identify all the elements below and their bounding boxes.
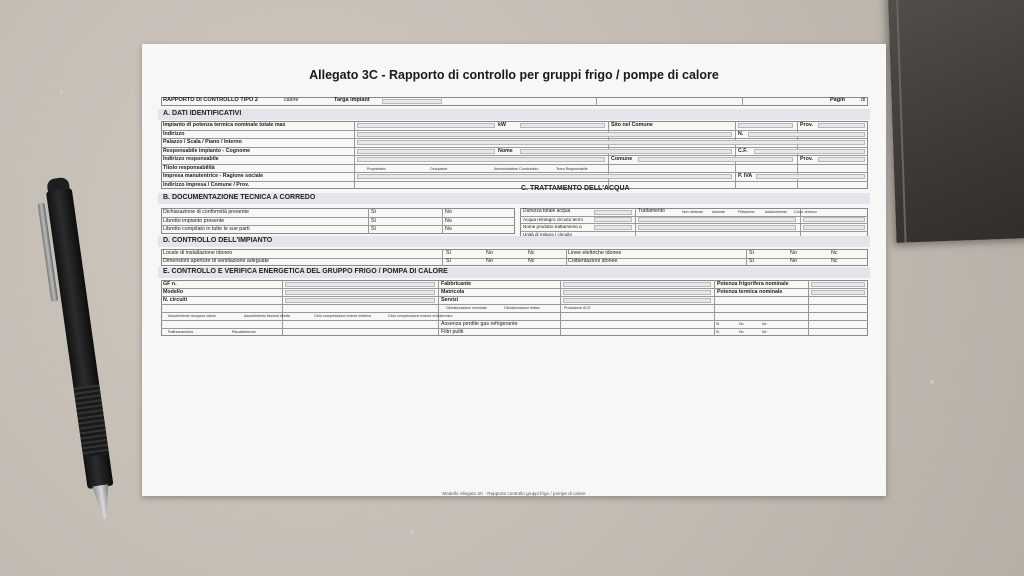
type-option[interactable]: Assorbimento recupero calore: [168, 313, 216, 318]
field-label: Indirizzo: [163, 130, 185, 137]
nc-option[interactable]: Nc: [831, 258, 838, 264]
nc-option[interactable]: Nc: [831, 249, 838, 256]
input-field[interactable]: [357, 157, 605, 162]
row-line: [161, 296, 868, 297]
yes-option[interactable]: Sì: [371, 217, 377, 224]
pen-tip: [92, 484, 113, 520]
pen: [38, 171, 156, 529]
field-label: Unità di misura / circuito: [523, 231, 573, 237]
nc-option[interactable]: Nc: [762, 330, 767, 334]
yes-option[interactable]: Sì: [446, 258, 452, 264]
input-field[interactable]: [285, 290, 435, 295]
field-label: Impianto di potenza termica nominale totale max: [163, 122, 286, 128]
input-field[interactable]: [285, 298, 435, 303]
field-label: Modello: [163, 288, 184, 295]
input-field[interactable]: [285, 282, 435, 287]
section-a-title: A. DATI IDENTIFICATIVI: [163, 110, 242, 117]
input-field[interactable]: [357, 149, 495, 154]
yes-option[interactable]: Sì: [716, 322, 720, 326]
input-field[interactable]: [563, 282, 711, 287]
option-label[interactable]: Cond. chimico: [794, 210, 817, 214]
yes-option[interactable]: Sì: [716, 330, 720, 334]
background-texture: [930, 380, 934, 384]
field-label: Comune: [611, 156, 633, 162]
field-label: N.: [738, 130, 744, 137]
field-label: Dichiarazione di conformità presente: [163, 209, 249, 215]
row-line: [161, 172, 868, 173]
no-option[interactable]: No: [486, 249, 493, 256]
field-label: Linee elettriche idonee: [568, 249, 622, 256]
input-field[interactable]: [357, 140, 865, 145]
option-label[interactable]: Occupante: [430, 166, 448, 171]
type-option[interactable]: Assorbimento fiamma diretta: [244, 313, 290, 318]
divider: [442, 208, 443, 234]
field-label: Locale di installazione idoneo: [163, 249, 233, 256]
page-of-label: di: [861, 96, 866, 103]
service-option[interactable]: Climatizzazione invernale: [446, 306, 487, 310]
input-field[interactable]: [594, 225, 632, 230]
row-line: [161, 130, 868, 131]
option-label[interactable]: Proprietario: [367, 166, 386, 171]
yes-option[interactable]: Sì: [749, 249, 755, 256]
input-field[interactable]: [594, 210, 632, 215]
document-footer: Modello Allegato 3C - Rapporto controllo gruppi frigo / pompe di calore: [442, 491, 586, 496]
divider: [368, 208, 369, 234]
input-field[interactable]: [638, 225, 796, 230]
field-label: Coibentazioni idonee: [568, 258, 618, 264]
input-field[interactable]: [594, 217, 632, 222]
input-field[interactable]: [357, 132, 732, 137]
report-type-label: RAPPORTO DI CONTROLLO TIPO 2: [163, 97, 258, 103]
mode-option[interactable]: Riscaldamento: [232, 329, 256, 334]
section-e-title: E. CONTROLLO E VERIFICA ENERGETICA DEL GRUPPO FRIGO / POMPA DI CALORE: [163, 268, 448, 275]
field-label: Libretto impianto presente: [163, 217, 225, 224]
field-label: Indirizzo responsabile: [163, 156, 219, 162]
input-field[interactable]: [520, 149, 732, 154]
background-texture: [410, 530, 413, 533]
option-label[interactable]: Assente: [712, 210, 725, 214]
field-label: Filtri puliti: [441, 328, 464, 335]
input-field[interactable]: [563, 290, 711, 295]
field-label: Impresa manutentrice - Ragione sociale: [163, 173, 264, 179]
field-label: Trattamento: [638, 208, 665, 214]
input-field[interactable]: [748, 132, 865, 137]
nc-option[interactable]: Nc: [528, 249, 535, 256]
background-texture: [60, 90, 63, 93]
no-option[interactable]: No: [790, 258, 797, 264]
field-label: Acqua reintegro circuito termi: [523, 216, 583, 222]
input-field[interactable]: [818, 123, 865, 128]
field-label: Potenza frigorifera nominale: [717, 280, 789, 287]
section-d-title: D. CONTROLLO DELL'IMPIANTO: [163, 237, 273, 244]
field-label: Prov.: [800, 122, 813, 128]
nc-option[interactable]: Nc: [528, 258, 535, 264]
type-option[interactable]: Ciclo compressione motore endotermico: [388, 313, 453, 318]
input-field[interactable]: [803, 217, 865, 222]
field-label: Responsabile impianto - Cognome: [163, 147, 251, 154]
yes-option[interactable]: Sì: [749, 258, 755, 264]
nc-option[interactable]: Nc: [762, 322, 767, 326]
option-label[interactable]: Terzo Responsabile: [556, 166, 588, 171]
input-field[interactable]: [756, 174, 865, 179]
field-label: Nome prodotto trattamento a: [523, 224, 582, 229]
report-type-suffix: calore: [284, 96, 299, 103]
field-label: Indirizzo impresa / Comune / Prov.: [163, 181, 250, 188]
field-label: Palazzo / Scala / Piano / Interno: [163, 139, 242, 145]
field-label: Fabbricante: [441, 280, 472, 287]
yes-option[interactable]: Sì: [371, 226, 377, 232]
input-field[interactable]: [638, 217, 796, 222]
input-field[interactable]: [754, 149, 865, 154]
plate-field[interactable]: [382, 99, 442, 104]
input-field[interactable]: [357, 174, 732, 179]
divider: [742, 97, 743, 106]
option-label[interactable]: Amministratore Condominio: [494, 166, 539, 171]
field-label: GF n.: [163, 280, 177, 287]
yes-option[interactable]: Sì: [446, 249, 452, 256]
mode-option[interactable]: Raffrescamento: [168, 329, 194, 334]
input-field[interactable]: [738, 123, 793, 128]
no-option[interactable]: No: [739, 322, 744, 326]
input-field[interactable]: [803, 225, 865, 230]
field-label: Matricola: [441, 288, 465, 295]
no-option[interactable]: No: [445, 226, 452, 232]
option-label[interactable]: Addolcimento: [765, 210, 787, 214]
option-label[interactable]: Filtrazione: [738, 210, 755, 214]
divider: [746, 249, 747, 266]
field-label: Servizi: [441, 296, 459, 303]
input-field[interactable]: [357, 123, 495, 128]
field-label: Potenza termica nominale: [717, 288, 783, 295]
field-label: Assenza perdite gas refrigerante: [441, 320, 518, 327]
plate-label: Targa impiant: [334, 97, 370, 103]
divider: [442, 249, 443, 266]
service-option[interactable]: Climatizzazione estiva: [504, 306, 540, 310]
field-label: Dimensioni aperture di ventilazione adeguate: [163, 258, 270, 264]
service-option[interactable]: Produzione ACS: [564, 306, 591, 310]
field-label: Titolo responsabilità: [163, 164, 215, 171]
form-sheet: [142, 44, 886, 496]
row-line: [161, 164, 868, 165]
field-label: Libretto compilato in tutte le sue parti: [163, 226, 250, 232]
field-label: Prov.: [800, 156, 813, 162]
row-line: [161, 138, 868, 139]
row-line: [161, 147, 868, 148]
page-label: Pagin: [830, 97, 845, 103]
section-b-title: B. DOCUMENTAZIONE TECNICA A CORREDO: [163, 194, 316, 201]
input-field[interactable]: [563, 298, 711, 303]
divider: [596, 97, 597, 106]
row-line: [520, 231, 868, 232]
field-label: N. circuiti: [163, 296, 188, 303]
row-line: [161, 181, 868, 182]
row-line: [161, 155, 868, 156]
no-option[interactable]: No: [790, 249, 797, 256]
option-label[interactable]: Non richiesto: [682, 210, 703, 214]
field-label: Durezza totale acqua: [523, 208, 571, 214]
input-field[interactable]: [638, 157, 793, 162]
input-field[interactable]: [811, 282, 865, 287]
divider: [566, 249, 567, 266]
no-option[interactable]: No: [739, 330, 744, 334]
field-label: kW: [498, 122, 506, 128]
header-row: [161, 97, 868, 106]
field-label: Sito nel Comune: [611, 122, 653, 128]
folder-edge: [896, 0, 907, 242]
section-a-header: [158, 109, 870, 120]
document-title: Allegato 3C - Rapporto di controllo per gruppi frigo / pompe di calore: [309, 68, 719, 82]
no-option[interactable]: No: [445, 209, 452, 215]
input-field[interactable]: [520, 123, 605, 128]
yes-option[interactable]: Sì: [371, 209, 377, 215]
input-field[interactable]: [811, 290, 865, 295]
no-option[interactable]: No: [445, 217, 452, 224]
dark-folder: [888, 0, 1024, 243]
no-option[interactable]: No: [486, 258, 493, 264]
type-option[interactable]: Ciclo compressione motore elettrico: [314, 313, 372, 318]
pen-grip: [74, 384, 109, 457]
field-label: P. IVA: [738, 173, 753, 179]
section-c-title: C. TRATTAMENTO DELL'ACQUA: [521, 185, 630, 192]
field-label: Nome: [498, 147, 513, 154]
field-label: C.F.: [738, 147, 748, 154]
input-field[interactable]: [818, 157, 865, 162]
